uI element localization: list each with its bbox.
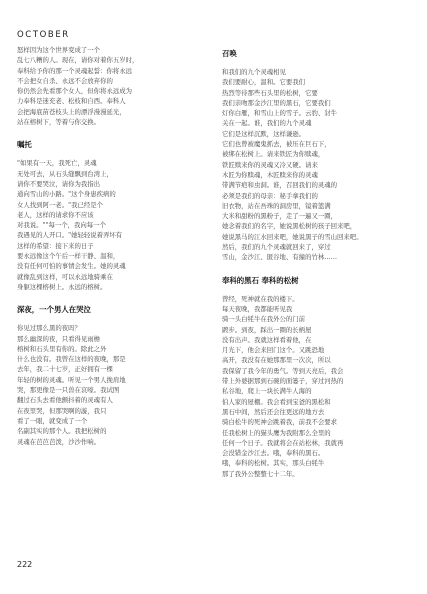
text-line: 奉科给予你的那一个灵魂起誓：你将永远 bbox=[17, 66, 133, 75]
text-line: 她念着我们的名字，她说黑松树的孩子回来吧， bbox=[222, 222, 357, 231]
text-line: 这样的希望：接下来的日子 bbox=[17, 241, 94, 250]
text-line: 没有任何可怕的事情会发生。她的灵魂 bbox=[17, 262, 126, 271]
left-column bbox=[17, 45, 207, 447]
section-title-fengke: 奉科的黑石 奉科的松树 bbox=[222, 275, 299, 285]
text-line: 和我们的九个灵魂相见 bbox=[222, 68, 286, 76]
text-line: 我遇见的人开口。"她轻轻说着弄坏有 bbox=[17, 231, 123, 240]
text-line: 对我说。""每一个，我向每一个 bbox=[17, 221, 106, 230]
text-line: 骑一头白牦牛在我外公的门前 bbox=[222, 315, 306, 324]
text-line: 乱七八糟的人。现在，请你对着你五岁时， bbox=[17, 56, 139, 65]
text-line: 每天夜晚，我都能听见我 bbox=[222, 304, 293, 313]
text-line: 老人，这样的请求你不应该 bbox=[17, 210, 94, 219]
text-line: 我们亲吻那金沙江里的黑石，它要我们 bbox=[222, 98, 331, 107]
text-line: 不会把女自杀、永远不会放弃你的 bbox=[17, 76, 113, 85]
text-line: 哦，奉科的松树。其实，那头白牦牛 bbox=[222, 459, 325, 468]
text-line: 然后，我们的九个灵魂就回来了，穿过 bbox=[222, 243, 331, 252]
text-line: 高开，我没有在她那那里一次次，所以 bbox=[222, 356, 331, 365]
text-line: 踱步。到夜，踩出一圈的长柄屋 bbox=[222, 325, 312, 334]
text-line: 怒样因为这个世界变成了一个 bbox=[17, 46, 101, 54]
text-line: 在夜里哭，但那哭啊的漩，我只 bbox=[17, 406, 107, 415]
text-line: 就像乱到这样，可以永远地骑乘在 bbox=[17, 272, 113, 281]
text-line: 请你不要哭泣，请你为我指出 bbox=[17, 179, 101, 188]
running-header: OCTOBER bbox=[17, 30, 70, 40]
text-line: 那么幽深的夜，只看得见雨檐 bbox=[17, 334, 101, 343]
text-line: 要永远像这个午后一样干静、温和， bbox=[17, 252, 120, 261]
text-line: 力奉科是迷充老、松枝和自西。奉科人 bbox=[17, 97, 126, 106]
text-line: 会没错金沙江去。哦，奉科的黑石。 bbox=[222, 449, 325, 458]
text-line: 去年，我二十七岁，正好拥有一棵 bbox=[17, 365, 113, 374]
text-line: 伯人家的屋棚。我会看到宝爸的黑松和 bbox=[222, 397, 331, 406]
text-line: 它们是这样沉默，这样谦逊。 bbox=[222, 129, 306, 138]
text-line: 没有出声。我就这样看着他，在 bbox=[222, 335, 312, 344]
text-line: 无处可去，从石头缝飘到台湾上， bbox=[17, 169, 113, 178]
fengke-paragraph bbox=[222, 294, 412, 479]
text-line: 女人找到阿一老。"我已经是个 bbox=[17, 200, 104, 209]
text-line: 任何一个日子。我就将会在站松林，我就再 bbox=[222, 438, 344, 447]
text-line: 曾经，死神就在我的楼下。 bbox=[222, 294, 299, 303]
text-line: 什么也没有。我曾在这样的夜晚，那是 bbox=[17, 355, 126, 364]
text-line: 关在一起。谁，我们的九个灵魂 bbox=[222, 119, 312, 128]
entrust-paragraph bbox=[17, 158, 207, 292]
text-line: 看了一眼，就变成了一个 bbox=[17, 416, 88, 425]
section-title-man-crying: 深夜，一个男人在哭泣 bbox=[17, 305, 91, 315]
text-line: 带满节疤和虫洞。谁，召回我们的灵魂的 bbox=[222, 181, 338, 190]
text-line: 灵魂在芭芭芭泼，沙沙作响。 bbox=[17, 437, 101, 446]
text-line: 热烈等待那些石头里的松树，它要 bbox=[222, 88, 318, 97]
text-line: 带上外婆据那到石碗的面篓子，穿过河热的 bbox=[222, 377, 344, 386]
text-line: 会把海底苗苍枝头上的漂浮漫漫延光， bbox=[17, 107, 126, 116]
text-line: 雪山，金沙江、匿谷地、有撞的竹林…… bbox=[222, 253, 338, 262]
text-line: 年轻的树的灵魂。听见一个男人挽肩地 bbox=[17, 375, 126, 384]
text-line: 灯你白雁，和雪山上的雪子。云豹、豺牛 bbox=[222, 109, 338, 118]
text-line: 旧衣物，站在吾珠的洞房里，镜着篮满 bbox=[222, 201, 331, 210]
text-line: 榕树和石头里有你的。除此之外 bbox=[17, 344, 107, 353]
text-line: 站在榕树下，等着与你交换。 bbox=[17, 118, 101, 127]
section-title-summon: 召唤 bbox=[222, 49, 237, 58]
right-column bbox=[222, 45, 412, 479]
text-line: "如果有一天，我死亡，灵魂 bbox=[17, 159, 97, 168]
text-line: 它们也曾被魔鬼抓去，被压在巨石下， bbox=[222, 140, 331, 149]
text-line: 被绑在松树上。请来铁匠为你赎魂， bbox=[222, 150, 325, 159]
text-line: 月光下，他会来回门这个。又跳恐地 bbox=[222, 346, 325, 355]
text-line: 黑石中间，然后还会往更远的地方去 bbox=[222, 407, 325, 416]
text-line: 铁匠赎来你的灵魂又冷又硬。请来 bbox=[222, 160, 318, 169]
text-line: 名副其实的那个人。我把松树的 bbox=[17, 427, 107, 436]
text-line: 你见过那么黑的夜吗？ bbox=[17, 324, 81, 333]
text-line: 你仍然会先看那个女人，但你将永远成为 bbox=[17, 87, 133, 96]
text-line: 私谷地，爬上一块长满牛人海的 bbox=[222, 387, 312, 396]
text-line: 大米和甜粉的黑粉子，走了一遍又一圈， bbox=[222, 212, 338, 221]
text-line: 任我松树上的猫头鹰为我附那么全里的 bbox=[222, 428, 331, 437]
section-title-entrust: 嘱托 bbox=[17, 140, 32, 150]
intro-paragraph bbox=[17, 45, 207, 127]
text-line: 翻过石头去看他颤抖着的灵魂有人 bbox=[17, 396, 113, 405]
page-number: 222 bbox=[17, 560, 33, 569]
text-line: 那了我外公整整七十二年。 bbox=[222, 469, 299, 478]
text-line: 她说黑马的江水回来吧，她说黑子的雪山回来吧。 bbox=[222, 232, 363, 241]
text-line: 骑白松牛的死神会跳着我，前我不会要求 bbox=[222, 418, 338, 427]
text-line: 通向雪山的小路。"这个身患疾病的 bbox=[17, 190, 116, 199]
text-line: 我们要耐心，温和。它要我们 bbox=[222, 78, 306, 87]
text-line: 哭，那更像是一只兽在哀嚎。我试图 bbox=[17, 386, 120, 395]
text-line: 必须是我们的母亲：秘手拿我们的 bbox=[222, 191, 318, 200]
text-line: 木匠为你赎魂，木匠赎来你的灵魂 bbox=[222, 170, 318, 179]
man-crying-paragraph bbox=[17, 323, 207, 447]
text-line: 我保留了我今年的勇气。等到天亮后，我会 bbox=[222, 366, 344, 375]
summon-paragraph bbox=[222, 67, 412, 263]
text-line: 身躯这棵榕树上。永远的榕树。 bbox=[17, 282, 107, 291]
